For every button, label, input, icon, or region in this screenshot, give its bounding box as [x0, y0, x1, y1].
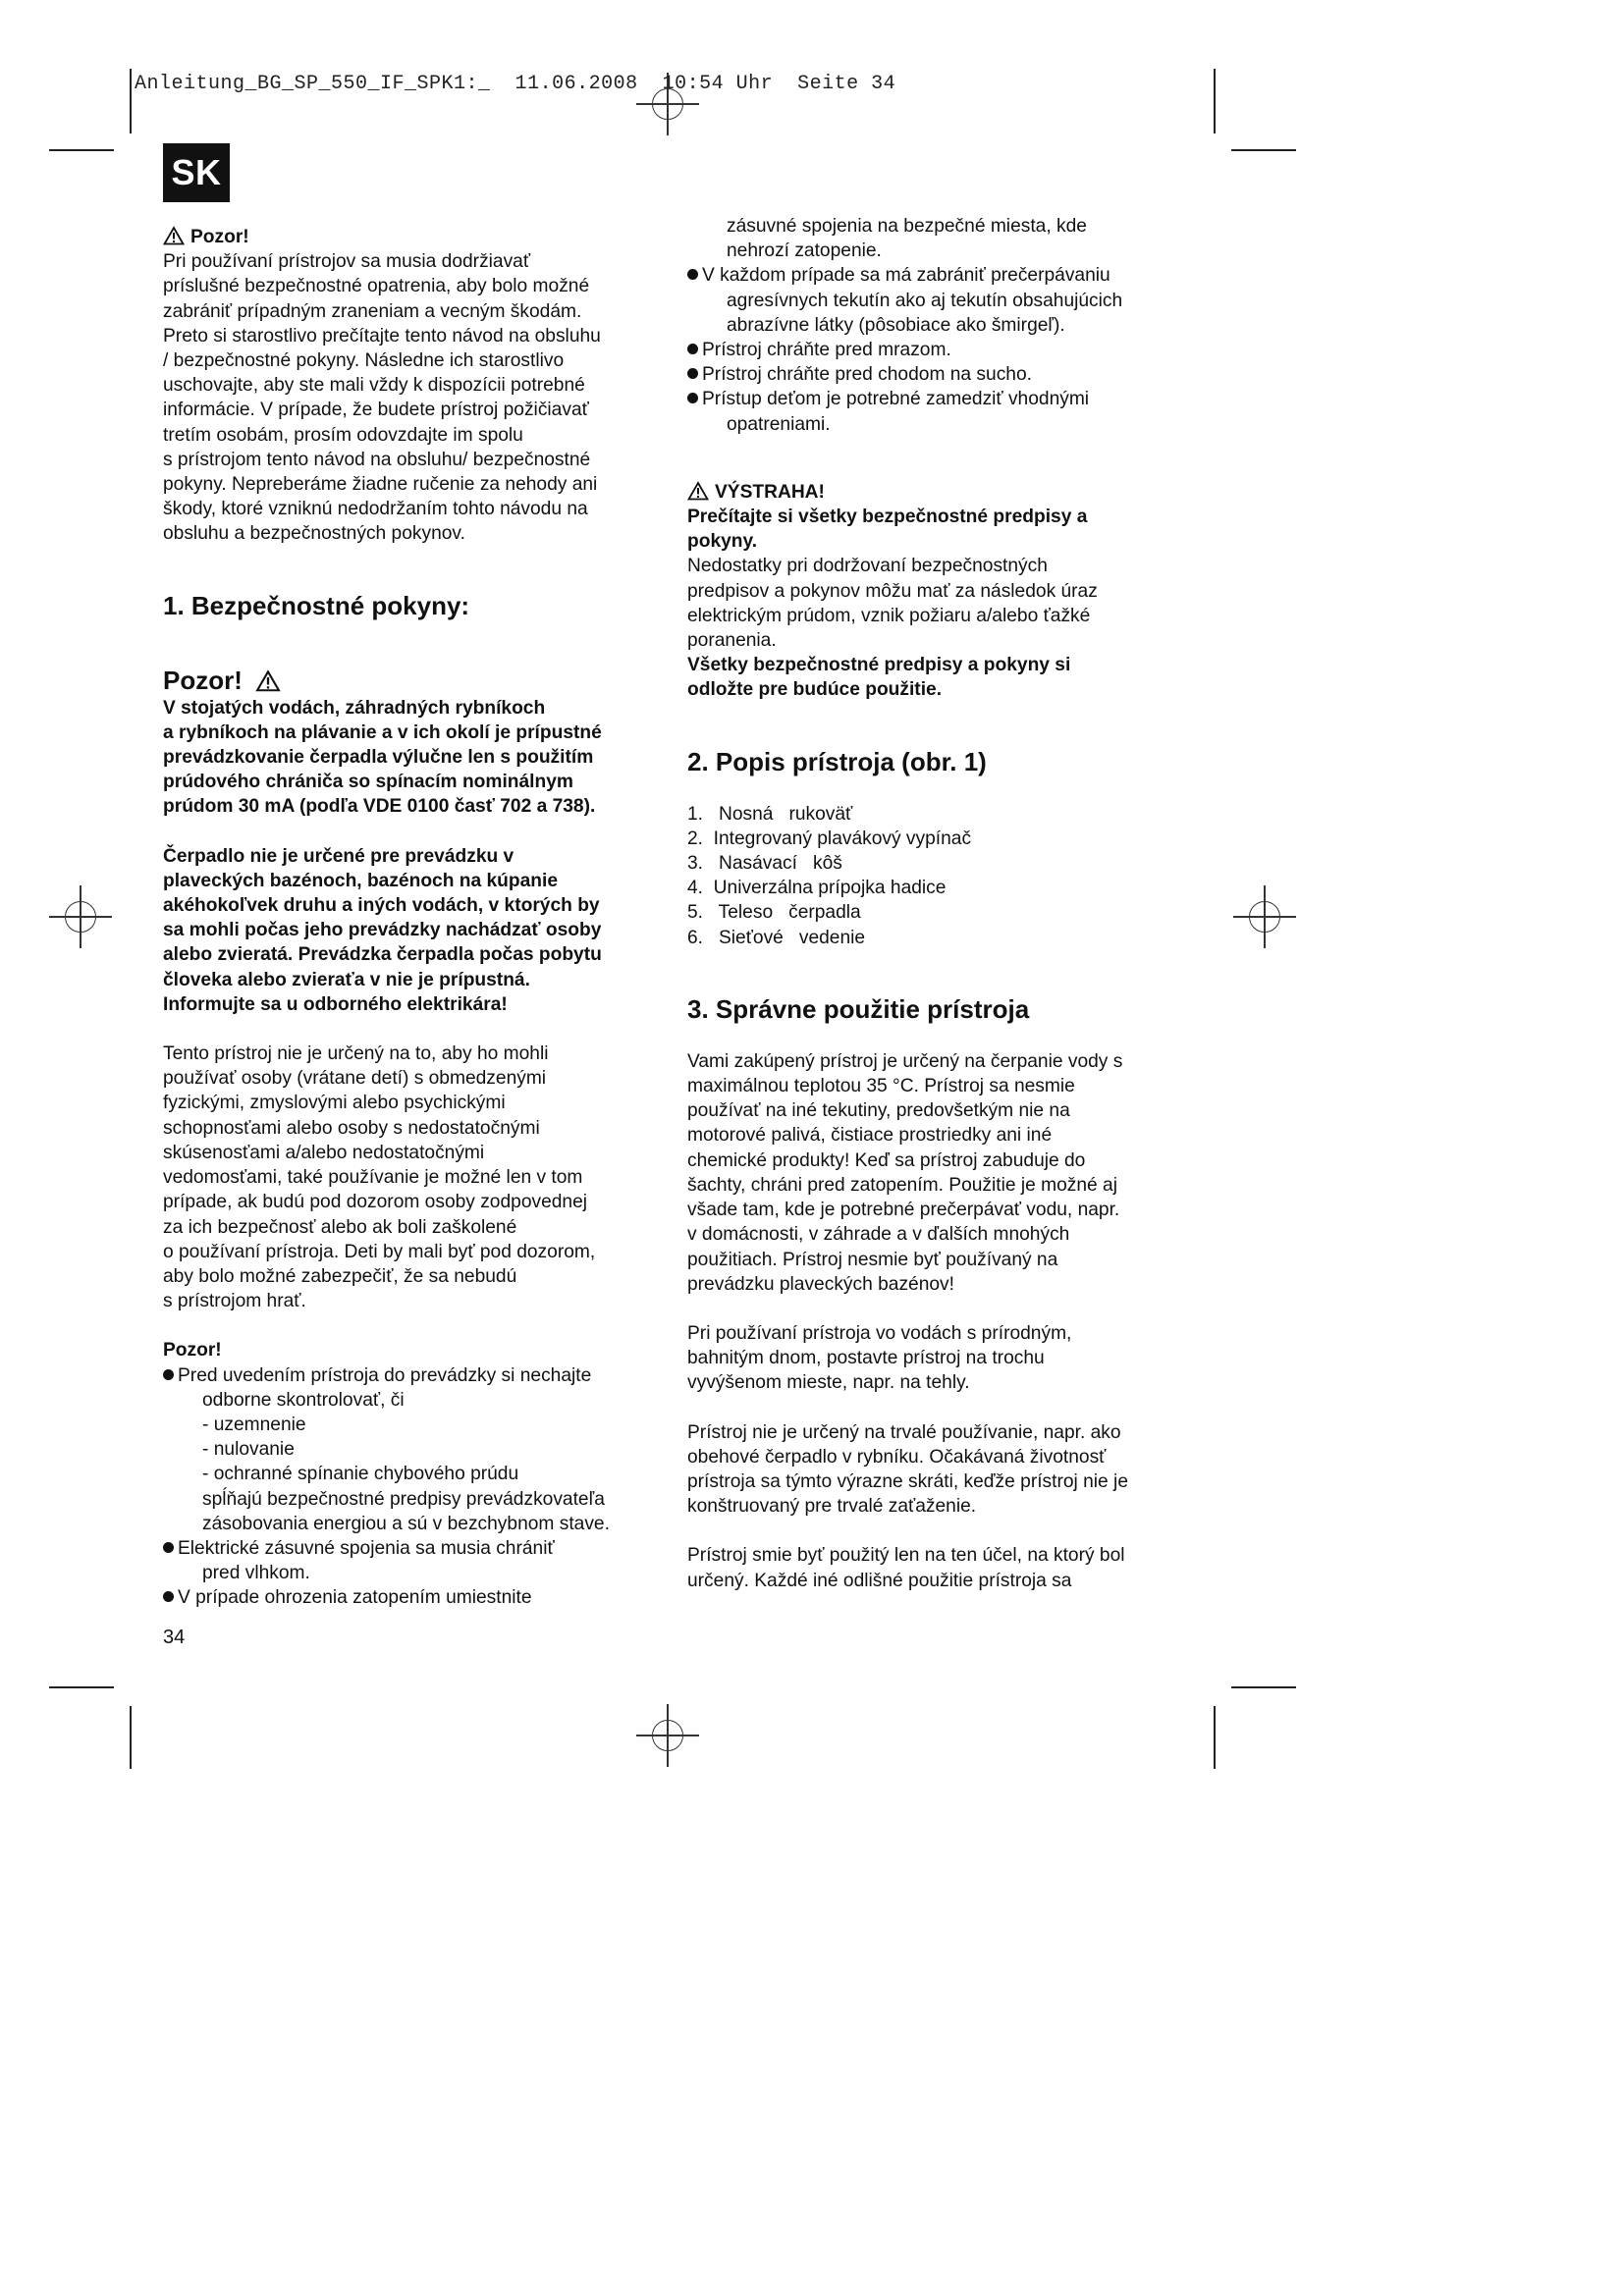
registration-mark-right — [1233, 885, 1296, 948]
list-item: 2. Integrovaný plavákový vypínač — [687, 828, 972, 849]
list-item: 3. Nasávací kôš — [687, 853, 842, 875]
list-item: 1. Nosná rukoväť — [687, 803, 853, 825]
bullet-dot-icon — [163, 1591, 174, 1602]
right-column: zásuvné spojenia na bezpečné miesta, kde nehrozí zatopenie. V každom prípade sa má zabrániť prečerpávaniu agresívnych tekutín ako aj tekutín obsahujúcich abrazívne látky (pôsobiace ako šmirgeľ). Prístroj chráňte pred mrazom. Prístroj chráňte pred chodom na sucho. Prístup deťom je potrebné zamedziť vhodnými opatreniami. VÝSTRAHA! Prečítajte si všetky bezpečnostné predpisy a pokyny. Nedostatky pri dodržovaní bezpečnostných predpisov a pokynov môžu mať za následok úraz elektrickým prúdom, vznik požiaru a/alebo ťažké poranenia. Všetky bezpečnostné predpisy a pokyny si odložte pre budúce použitie. 2. Popis prístroja (obr. 1) 1. Nosná rukoväť 2. Integrovaný plavákový vypínač 3. Nasávací kôš 4. Univerzálna prípojka hadice 5. Teleso čerpadla 6. Sieťové vedenie 3. Správne použitie prístroja Vami zakúpený prístroj je určený na čerpanie vody s maximálnou teplotou 35 °C. Prístroj sa nesmie používať na iné tekutiny, predovšetkým nie na motorové palivá, čistiace prostriedky ani iné chemické produkty! Keď sa prístroj zabuduje do šachty, chráni pred zatopením. Použitie je možné aj všade tam, kde je potrebné prečerpávať vodu, napr. v domácnosti, v záhrade a v ďalších mnohých použitiach. Prístroj nesmie byť používaný na prevádzku plaveckých bazénov! Pri používaní prístroja vo vodách s prírodným, bahnitým dnom, postavte prístroj na trochu vyvýšenom mieste, napr. na tehly. Prístroj nie je určený na trvalé používanie, napr. ako obehové čerpadlo v rybníku. Očakávaná životnosť prístroja sa týmto výrazne skráti, keďže prístroj nie je konštruovaný pre trvalé zaťaženie. Prístroj smie byť použitý len na ten účel, na ktorý bol určený. Každé iné odlišné použitie prístroja sa — [687, 214, 1198, 1593]
persons-paragraph: Tento prístroj nie je určený na to, aby ho mohli používať osoby (vrátane detí) s obmedzenými fyzickými, zmyslovými alebo psychickými schopnosťami alebo osoby s nedostatočnými skúsenosťami a/alebo nedostatočnými vedomosťami, také používanie je možné len v tom prípade, ak budú pod dozorom osoby zodpovednej za ich bezpečnosť alebo ak boli zaškolené o používaní prístroja. Deti by mali byť pod dozorom, aby bolo možné zabezpečiť, že sa nebudú s prístrojom hrať. — [163, 1043, 596, 1312]
page-number: 34 — [163, 1627, 186, 1648]
bullet-dot-icon — [687, 393, 698, 403]
registration-mark-left — [49, 885, 112, 948]
warning-triangle-icon — [687, 481, 709, 501]
section-3-heading: 3. Správne použitie prístroja — [687, 993, 1030, 1024]
bullet-dot-icon — [687, 344, 698, 354]
section-1-heading: 1. Bezpečnostné pokyny: — [163, 590, 470, 620]
bullet-dot-icon — [687, 368, 698, 379]
use-paragraph-1: Vami zakúpený prístroj je určený na čerpanie vody s maximálnou teplotou 35 °C. Prístroj sa nesmie používať na iné tekutiny, predovšetkým nie na motorové palivá, čistiace prostriedky ani iné chemické produkty! Keď sa prístroj zabuduje do šachty, chráni pred zatopením. Použitie je možné aj všade tam, kde je potrebné prečerpávať vodu, napr. v domácnosti, v záhrade a v ďalších mnohých použitiach. Prístroj nesmie byť používaný na prevádzku plaveckých bazénov! — [687, 1050, 1123, 1295]
bullet-dot-icon — [687, 269, 698, 280]
use-paragraph-2: Pri používaní prístroja vo vodách s prírodným, bahnitým dnom, postavte prístroj na trochu vyvýšenom mieste, napr. na tehly. — [687, 1322, 1072, 1394]
crop-mark — [1214, 69, 1216, 133]
use-paragraph-3: Prístroj nie je určený na trvalé používanie, napr. ako obehové čerpadlo v rybníku. Očakávaná životnosť prístroja sa týmto výrazne skráti, keďže prístroj nie je konštruovaný pre trvalé zaťaženie. — [687, 1421, 1128, 1518]
bullet-item: V prípade ohrozenia zatopením umiestnite — [163, 1585, 654, 1610]
list-item: 5. Teleso čerpadla — [687, 902, 861, 924]
pozor-heading: Pozor! — [163, 665, 654, 696]
bullet-item: Pred uvedením prístroja do prevádzky si nechajte — [163, 1363, 654, 1388]
print-header: Anleitung_BG_SP_550_IF_SPK1:_ 11.06.2008 10:54 Uhr Seite 34 — [135, 73, 896, 95]
pozor-subheading: Pozor! — [163, 1340, 222, 1362]
bullet-item: Prístroj chráňte pred chodom na sucho. — [687, 362, 1198, 387]
crop-mark — [130, 1706, 132, 1769]
list-item: 4. Univerzálna prípojka hadice — [687, 878, 947, 899]
warning-heading: VÝSTRAHA! — [687, 480, 1198, 505]
bullet-dot-icon — [163, 1369, 174, 1380]
bullet-item: V každom prípade sa má zabrániť prečerpávaniu — [687, 263, 1198, 288]
crop-mark — [49, 149, 114, 151]
intro-heading: Pozor! — [163, 225, 654, 249]
left-column: Pozor! Pri používaní prístrojov sa musia dodržiavať príslušné bezpečnostné opatrenia, aby bolo možné zabrániť prípadným zraneniam a vecným škodám. Preto si starostlivo prečítajte tento návod na obsluhu / bezpečnostné pokyny. Následne ich starostlivo uschovajte, aby ste mali vždy k dispozícii potrebné informácie. V prípade, že budete prístroj požičiavať tretím osobám, prosím odovzdajte im spolu s prístrojom tento návod na obsluhu/ bezpečnostné pokyny. Nepreberáme žiadne ručenie za nehody ani škody, ktoré vzniknú nedodržaním tohto návodu na obsluhu a bezpečnostných pokynov. 1. Bezpečnostné pokyny: Pozor! V stojatých vodách, záhradných rybníkoch a rybníkoch na plávanie a v ich okolí je prípustné prevádzkovanie čerpadla výlučne len s použitím prúdového chrániča so spínacím nominálnym prúdom 30 mA (podľa VDE 0100 časť 702 a 738). Čerpadlo nie je určené pre prevádzku v plaveckých bazénoch, bazénoch na kúpanie akéhokoľvek druhu a iných vodách, v ktorých by sa mohli počas jeho prevádzky nachádzať osoby alebo zvieratá. Prevádzka čerpadla počas pobytu človeka alebo zvieraťa v nie je prípustná. Informujte sa u odborného elektrikára! Tento prístroj nie je určený na to, aby ho mohli používať osoby (vrátane detí) s obmedzenými fyzickými, zmyslovými alebo psychickými schopnosťami alebo osoby s nedostatočnými skúsenosťami a/alebo nedostatočnými vedomosťami, také používanie je možné len v tom prípade, ak budú pod dozorom osoby zodpovednej za ich bezpečnosť alebo ak boli zaškolené o používaní prístroja. Deti by mali byť pod dozorom, aby bolo možné zabezpečiť, že sa nebudú s prístrojom hrať. Pozor! Pred uvedením prístroja do prevádzky si nechajte odborne skontrolovať, či - uzemnenie - nulovanie - ochranné spínanie chybového prúdu spĺňajú bezpečnostné predpisy prevádzkovateľa zásobovania energiou a sú v bezchybnom stave. Elektrické zásuvné spojenia sa musia chrániť pred vlhkom. V prípade ohrozenia zatopením umiestnite — [163, 225, 654, 1611]
bullet-dot-icon — [163, 1542, 174, 1553]
bullet-item: Elektrické zásuvné spojenia sa musia chrániť — [163, 1536, 654, 1561]
crop-mark — [130, 69, 132, 133]
pool-warning-paragraph: Čerpadlo nie je určené pre prevádzku v plaveckých bazénoch, bazénoch na kúpanie akéhokoľvek druhu a iných vodách, v ktorých by sa mohli počas jeho prevádzky nachádzať osoby alebo zvieratá. Prevádzka čerpadla počas pobytu človeka alebo zvieraťa v nie je prípustná. Informujte sa u odborného elektrikára! — [163, 845, 602, 1015]
warning-bold-text: Prečítajte si všetky bezpečnostné predpisy a pokyny. — [687, 507, 1088, 553]
intro-paragraph: Pri používaní prístrojov sa musia dodržiavať príslušné bezpečnostné opatrenia, aby bolo možné zabrániť prípadným zraneniam a vecným škodám. Preto si starostlivo prečítajte tento návod na obsluhu / bezpečnostné pokyny. Následne ich starostlivo uschovajte, aby ste mali vždy k dispozícii potrebné informácie. V prípade, že budete prístroj požičiavať tretím osobám, prosím odovzdajte im spolu s prístrojom tento návod na obsluhu/ bezpečnostné pokyny. Nepreberáme žiadne ručenie za nehody ani škody, ktoré vzniknú nedodržaním tohto návodu na obsluhu a bezpečnostných pokynov. — [163, 251, 601, 545]
bullet-item: Prístroj chráňte pred mrazom. — [687, 338, 1198, 362]
registration-mark-bottom — [636, 1704, 699, 1767]
parts-list — [687, 802, 1198, 950]
section-2-heading: 2. Popis prístroja (obr. 1) — [687, 746, 987, 776]
bullet-item: Prístup deťom je potrebné zamedziť vhodnými — [687, 387, 1198, 411]
language-badge: SK — [163, 143, 230, 202]
crop-mark — [49, 1686, 114, 1688]
crop-mark — [1231, 149, 1296, 151]
warning-triangle-icon — [163, 226, 185, 245]
list-item: 6. Sieťové vedenie — [687, 927, 866, 948]
crop-mark — [1231, 1686, 1296, 1688]
warning-triangle-icon — [255, 669, 281, 692]
use-paragraph-4: Prístroj smie byť použitý len na ten účel, na ktorý bol určený. Každé iné odlišné použitie prístroja sa — [687, 1545, 1125, 1591]
rcd-warning-paragraph: V stojatých vodách, záhradných rybníkoch a rybníkoch na plávanie a v ich okolí je prípustné prevádzkovanie čerpadla výlučne len s použitím prúdového chrániča so spínacím nominálnym prúdom 30 mA (podľa VDE 0100 časť 702 a 738). — [163, 697, 602, 818]
crop-mark — [1214, 1706, 1216, 1769]
warning-text: Nedostatky pri dodržovaní bezpečnostných predpisov a pokynov môžu mať za následok úraz elektrickým prúdom, vznik požiaru a/alebo ťažké poranenia. — [687, 556, 1098, 652]
warning-bold-text-2: Všetky bezpečnostné predpisy a pokyny si odložte pre budúce použitie. — [687, 655, 1071, 701]
